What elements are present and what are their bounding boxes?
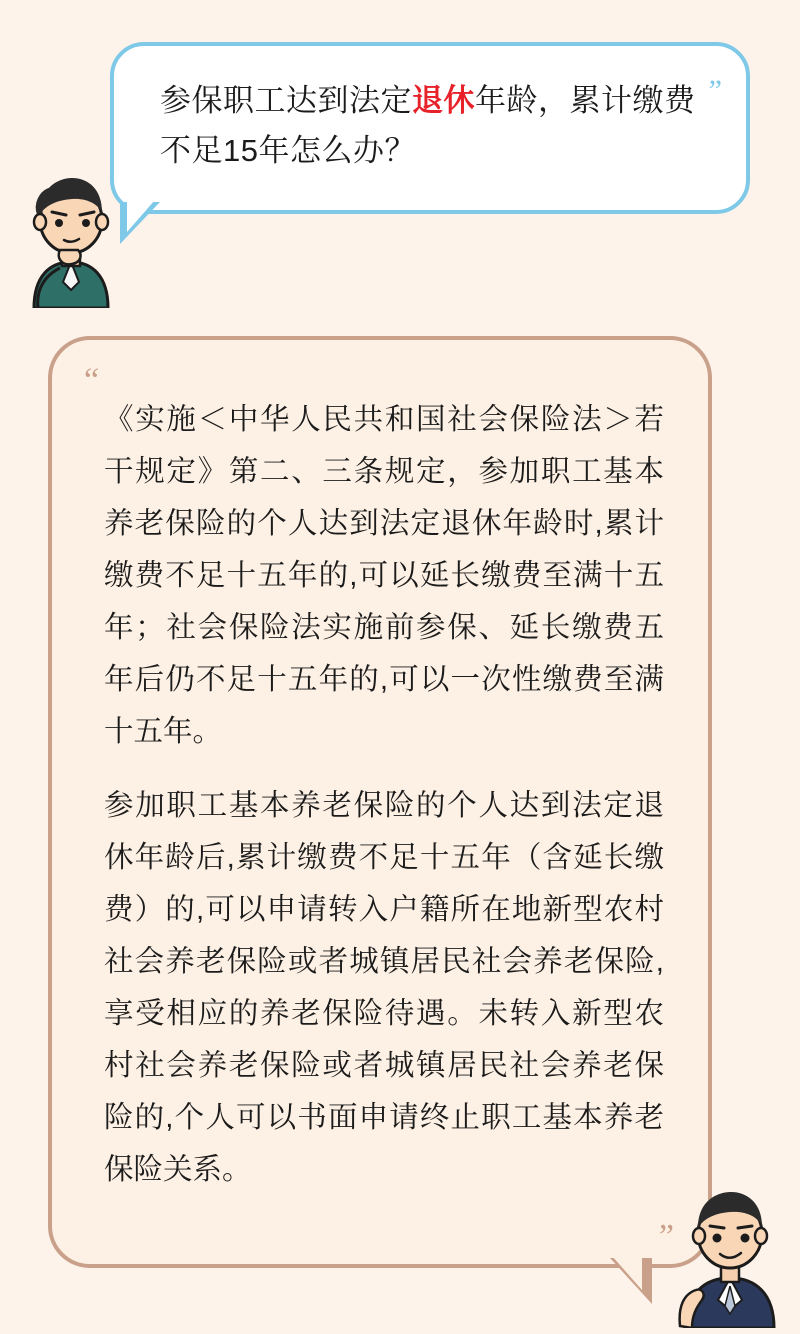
question-highlight: 退休 [412, 83, 475, 118]
thinking-person-icon [16, 158, 126, 308]
answer-quote-close-icon: ” [658, 1218, 674, 1255]
answer-card [48, 336, 712, 1268]
question-text-part2: 年龄，累计缴费不足15年怎么办？ [160, 83, 696, 168]
pointing-person-icon [670, 1178, 790, 1328]
answer-paragraph-2: 参加职工基本养老保险的个人达到法定退休年龄后,累计缴费不足十五年（含延长缴费）的,可以申请转入户籍所在地新型农村社会养老保险或者城镇居民社会养老保险,享受相应的养老保险待遇。未转入新型农村社会养老保险或者城镇居民社会养老保险的,个人可以书面申请终止职工基本养老保险关系。 [104, 789, 664, 1186]
question-section [110, 42, 750, 214]
answer-card-tail-inner [612, 1256, 642, 1290]
answer-quote-open-icon: “ [84, 362, 100, 399]
question-text [160, 76, 712, 176]
question-bubble [110, 42, 750, 214]
question-text-part1: 参保职工达到法定 [160, 83, 412, 118]
question-quote-icon: ” [708, 74, 720, 107]
answer-paragraph-1: 《实施＜中华人民共和国社会保险法＞若干规定》第二、三条规定，参加职工基本养老保险的个人达到法定退休年龄时,累计缴费不足十五年的,可以延长缴费至满十五年；社会保险法实施前参保、延长缴费五年后仍不足十五年的,可以一次性缴费至满十五年。 [104, 403, 664, 748]
question-bubble-tail-inner [127, 200, 155, 232]
